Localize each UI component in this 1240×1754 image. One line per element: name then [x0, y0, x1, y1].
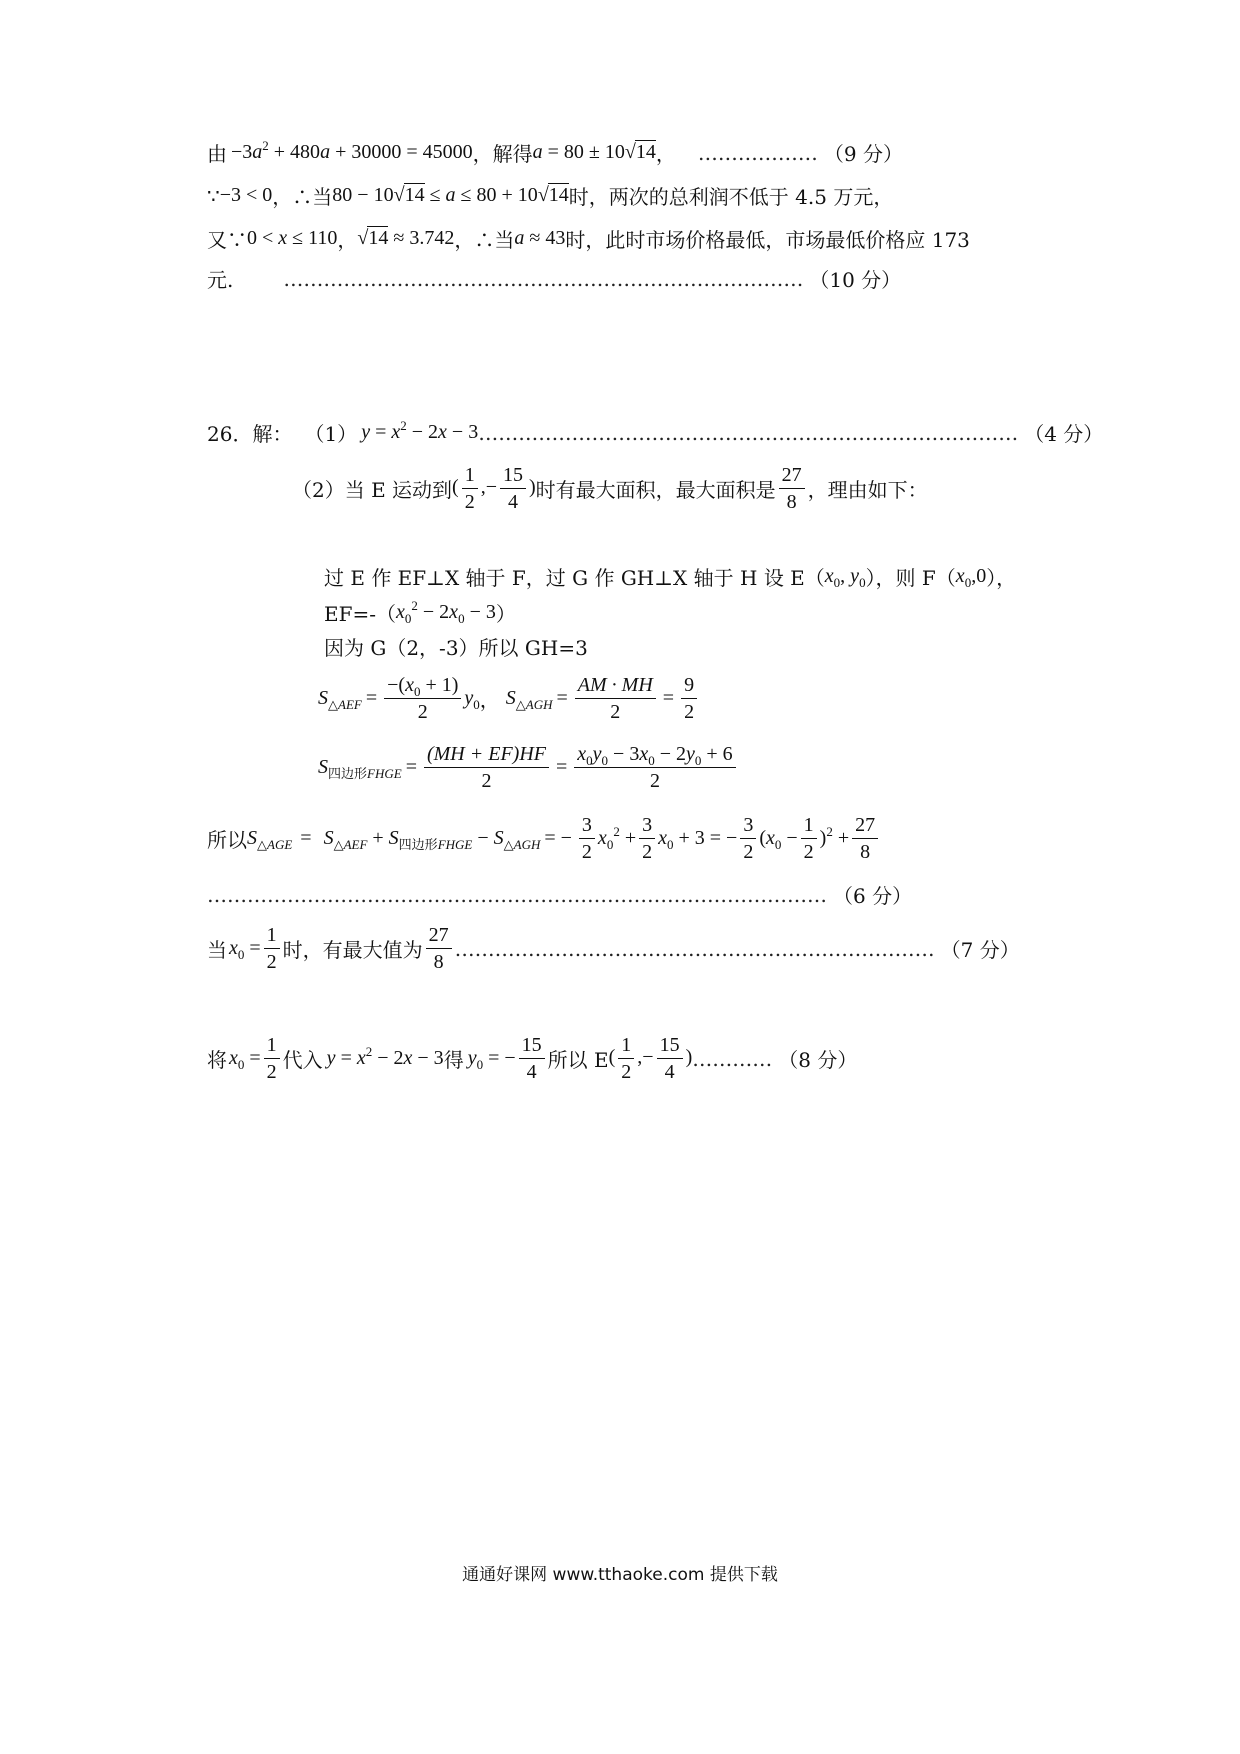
q25-line-3 [207, 224, 970, 253]
s-aef-label: $S_{\triangle AEF}$ [318, 687, 362, 712]
approximation: a ≈ 43 [514, 227, 566, 249]
score-label: （9 分） [823, 142, 903, 166]
q25-line-2 [207, 181, 893, 210]
equation: $y = x^2 - 2x - 3$ [361, 418, 479, 443]
text: ，∴当 [272, 185, 333, 209]
condition: −3 < 0 [219, 184, 273, 206]
quad-fraction-2: $\frac{x_0y_0 - 3x_0 - 2y_0 + 6}{2}$ [574, 741, 735, 794]
leader-dots: ……………………………………………………………… [454, 936, 935, 961]
part-label: （1） [304, 422, 358, 446]
equation: $y = x^2 - 2x - 3$ [326, 1044, 444, 1069]
q26-substitution: 将 $x_0$ = $\frac{1}{2}$ 代入 $y = x^2 - 2x - 3$ 得 $y_0$ = − $\frac{15}{4}$ 所以 E ( $\frac{1}{2}$ ,− $\frac{15}{4}$ ) ………… （8 分） [207, 1034, 858, 1083]
text: 将 [207, 1048, 227, 1072]
question-number: 26．解： [207, 422, 293, 446]
text: ， [337, 228, 358, 252]
coord-f: $x_0,0$ [955, 565, 987, 590]
max-area-fraction: $\frac{27}{8}$ [779, 462, 805, 515]
text: 时，有最大值为 [282, 938, 423, 962]
q26-construction [324, 562, 1016, 591]
leader-dots: ………… [692, 1046, 773, 1071]
q26-ef [324, 598, 516, 627]
s-agh-label: $S_{\triangle AGH}$ [505, 687, 553, 712]
q25-line-4 [207, 264, 901, 293]
approximation: √14 ≈ 3.742 [357, 227, 455, 249]
leader-dots: …………………………………………………………………… [283, 266, 804, 291]
text: 由 [207, 142, 227, 166]
text: 时有最大面积，最大面积是 [535, 478, 776, 502]
text: 过 E 作 EF⊥X 轴于 F，过 G 作 GH⊥X 轴于 H 设 E（ [324, 566, 825, 590]
equation: $-3a^2 + 480a + 30000 = 45000$ [231, 138, 473, 163]
text: 又∵ [207, 228, 247, 252]
leader-dots: ……………… [697, 140, 818, 165]
text: ，理由如下： [807, 478, 928, 502]
text: 所以 [207, 828, 247, 852]
text: 元. [207, 268, 234, 292]
text: 当 [207, 938, 227, 962]
text: ） [495, 602, 516, 626]
text: 因为 G（2，-3）所以 GH=3 [324, 636, 588, 660]
footer-credit: 通通好课网 www.tthaoke.com 提供下载 [462, 1565, 778, 1585]
expression: $x_0^2 - 2x_0 - 3$ [396, 598, 496, 626]
q25-line-1 [207, 138, 903, 167]
condition: $x_0$ = [229, 937, 261, 962]
text: 所以 E [547, 1048, 609, 1072]
solution: a = 80 ± 10√14 [532, 141, 656, 163]
q26-heading [207, 418, 1103, 447]
point-e: ( $\frac{1}{2}$ ,− $\frac{15}{4}$ ) [608, 1034, 693, 1083]
because-symbol: ∵ [207, 183, 220, 208]
text: 代入 [282, 1048, 323, 1072]
text: ，∴当 [454, 228, 515, 252]
score-label: （6 分） [833, 884, 913, 908]
score-label: （8 分） [778, 1048, 858, 1072]
q26-total-dots [207, 880, 912, 909]
text: ），则 F（ [865, 566, 956, 590]
leader-dots: ………………………………………………………………………………… [207, 882, 827, 907]
agh-value-fraction: $\frac{9}{2}$ [681, 672, 697, 725]
max-value: $\frac{27}{8}$ [426, 922, 452, 975]
q26-areas-2: $S_{四边形FHGE}$ = $\frac{(MH + EF)HF}{2}$ = $\frac{x_0y_0 - 3x_0 - 2y_0 + 6}{2}$ [318, 741, 739, 794]
point-e: ( $\frac{1}{2}$ ,− $\frac{15}{4}$ ) [452, 464, 536, 513]
aef-fraction: $\frac{-(x_0 + 1)}{2}$ [384, 672, 461, 725]
score-label: （7 分） [940, 938, 1020, 962]
text: ， [655, 142, 676, 166]
text: EF=-（ [324, 602, 396, 626]
coord-e: $x_0$, $y_0$ [824, 565, 866, 590]
text: ，解得 [472, 142, 533, 166]
agh-fraction: $\frac{AM \cdot MH}{2}$ [575, 672, 656, 725]
q26-max: 当 $x_0$ = $\frac{1}{2}$ 时，有最大值为 $\frac{27}{8}$ ……………………………………………………………… （7 分） [207, 924, 1020, 973]
y0: $y_0$ [464, 687, 480, 712]
text: 时，此时市场价格最低，市场最低价格应 173 [565, 228, 970, 252]
separator: ， [479, 688, 500, 712]
q26-gh [324, 632, 588, 661]
text: 时，两次的总利润不低于 4.5 万元， [568, 185, 894, 209]
q26-areas-1: $S_{\triangle AEF}$ = $\frac{-(x_0 + 1)}{2}$ $y_0$ ， $S_{\triangle AGH}$ = $\frac{AM \cdot MH}{2}$ = $\frac{9}{2}$ [318, 672, 700, 725]
score-label: （10 分） [809, 268, 902, 292]
condition: 0 < x ≤ 110 [247, 227, 338, 249]
range: 80 − 10√14 ≤ a ≤ 80 + 10√14 [332, 184, 569, 206]
q26-part-2 [292, 462, 928, 515]
s-quad-label: $S_{四边形FHGE}$ [318, 756, 402, 781]
score-label: （4 分） [1024, 422, 1104, 446]
leader-dots: ……………………………………………………………………… [478, 420, 1019, 445]
q26-total: 所以 $S_{\triangle AGE}$ = $S_{\triangle AEF} + S_{四边形FHGE} - S_{\triangle AGH}$ = − $\frac{3}{2}$ $x_0^2$ + $\frac{3}{2}$ $x_0 + 3$ = − $\frac{3}{2}$ ($x_0$ − $\frac{1}{2}$ )$^2$ + $\frac{27}{8}$ [207, 812, 881, 865]
text: 得 [443, 1048, 464, 1072]
text: ）， [986, 566, 1017, 590]
s-age-label: $S_{\triangle AGE}$ [247, 827, 293, 852]
text: （2）当 E 运动到 [292, 478, 453, 502]
quad-fraction-1: $\frac{(MH + EF)HF}{2}$ [424, 741, 549, 794]
area-sum: $S_{\triangle AEF} + S_{四边形FHGE} - S_{\triangle AGH}$ [323, 827, 541, 852]
